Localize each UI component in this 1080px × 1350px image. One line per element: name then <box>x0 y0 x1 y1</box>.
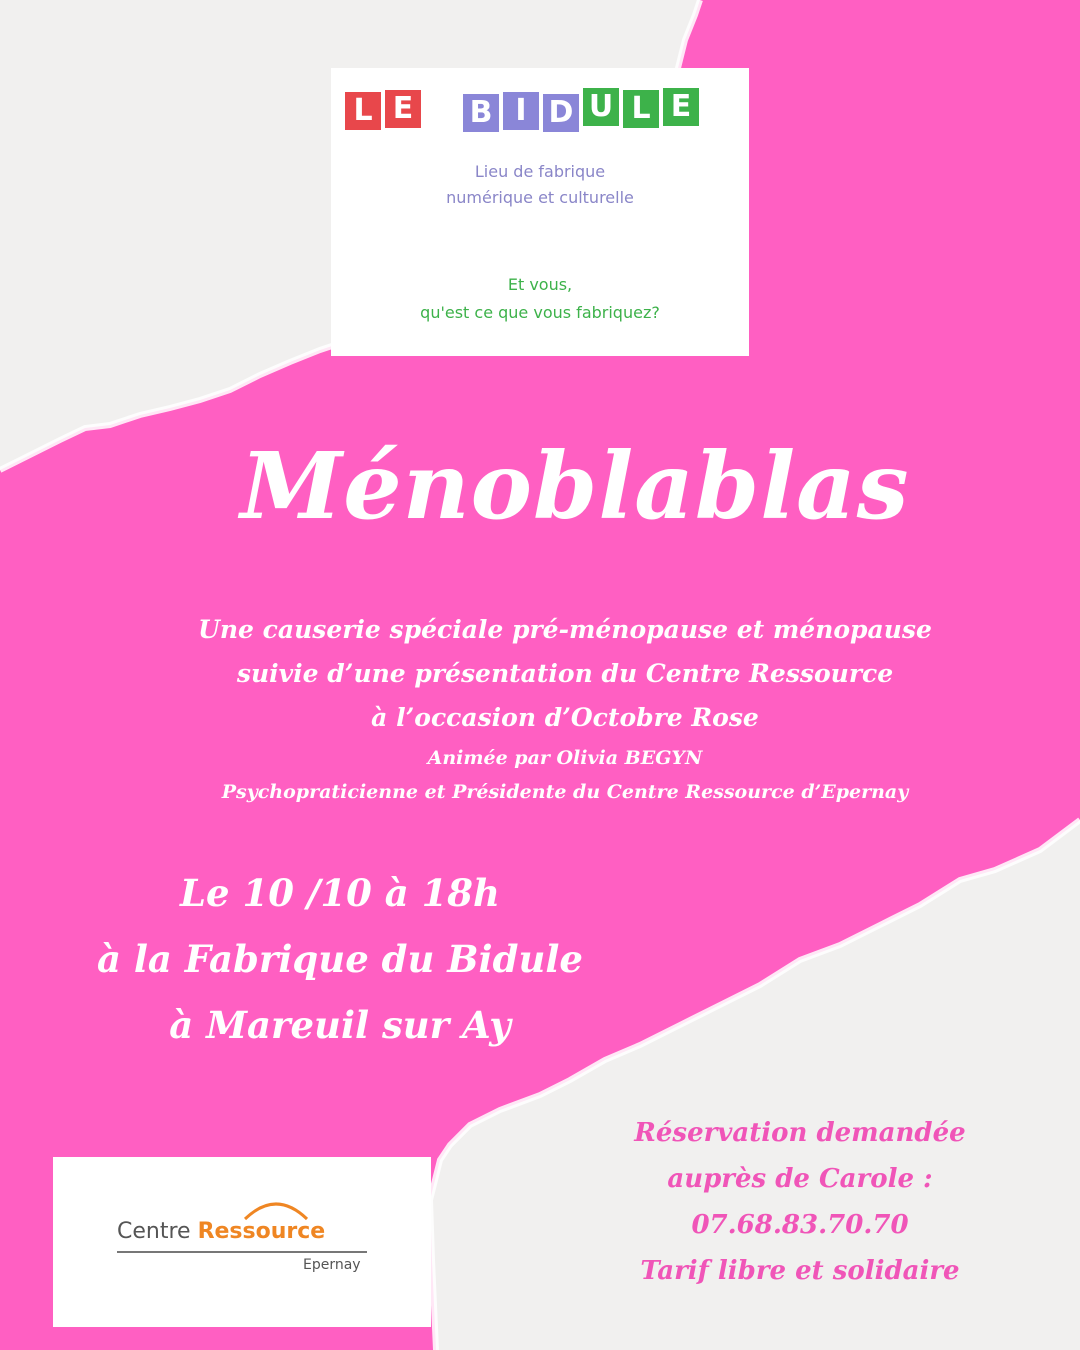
logo-letter: D <box>543 94 579 132</box>
logo-letter: B <box>463 94 499 132</box>
centre-ressource-name <box>117 1219 325 1244</box>
logo-tagline-2: numérique et culturelle <box>446 188 634 207</box>
event-date: Le 10 /10 à 18h <box>180 871 500 915</box>
description-animator: Animée par Olivia BEGYN <box>427 747 703 769</box>
centre-ressource-logo <box>53 1157 431 1327</box>
logo-letter: I <box>503 92 539 130</box>
reservation-line-2: auprès de Carole : <box>667 1164 933 1194</box>
logo-letters <box>345 88 735 134</box>
centre-word: Centre <box>117 1219 191 1244</box>
description-line-3: à l’occasion d’Octobre Rose <box>371 703 759 732</box>
logo-underline <box>117 1251 367 1253</box>
reservation-block <box>580 1110 1020 1294</box>
logo-tagline-1: Lieu de fabrique <box>474 162 606 181</box>
reservation-line-1: Réservation demandée <box>634 1118 966 1148</box>
description-line-1: Une causerie spéciale pré-ménopause et ménopause <box>198 615 932 644</box>
reservation-tarif: Tarif libre et solidaire <box>640 1256 960 1286</box>
orange-arc-icon <box>241 1197 311 1221</box>
event-city: à Mareuil sur Ay <box>169 1003 511 1047</box>
ressource-word: Ressource <box>197 1219 326 1244</box>
event-place: à la Fabrique du Bidule <box>97 937 583 981</box>
reservation-phone: 07.68.83.70.70 <box>691 1210 909 1240</box>
logo-question-2: qu'est ce que vous fabriquez? <box>420 303 660 322</box>
description-animator-role: Psychopraticienne et Présidente du Centre Ressource d’Epernay <box>221 781 909 803</box>
centre-ressource-city: Epernay <box>303 1257 361 1273</box>
logo-letter: L <box>345 92 381 130</box>
logo-letter: E <box>663 88 699 126</box>
logo-letter: E <box>385 90 421 128</box>
le-bidule-logo <box>331 68 749 356</box>
logo-letter: U <box>583 88 619 126</box>
logo-letter: L <box>623 90 659 128</box>
description-line-2: suivie d’une présentation du Centre Ressource <box>236 659 894 688</box>
page-title: Ménoblablas <box>240 432 910 540</box>
logo-question-1: Et vous, <box>507 275 573 294</box>
